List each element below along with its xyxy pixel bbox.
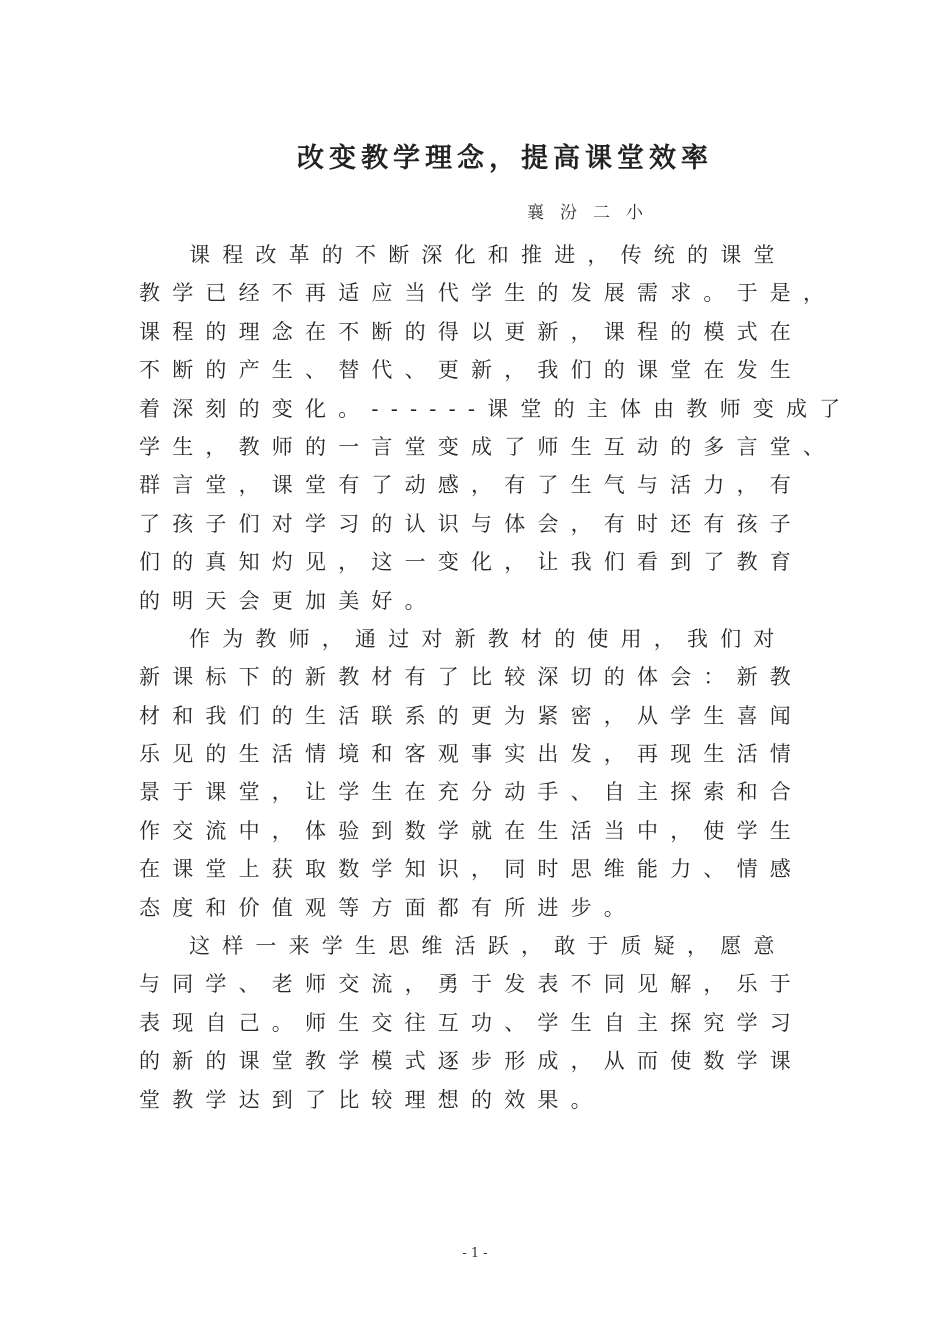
body-line: 们的真知灼见，这一变化，让我们看到了教育 [139, 550, 803, 575]
body-line: 教学已经不再适应当代学生的发展需求。于是， [139, 281, 837, 306]
body-line: 与同学、老师交流，勇于发表不同见解，乐于 [139, 972, 803, 997]
document-body [139, 236, 853, 1119]
body-line: 了孩子们对学习的认识与体会，有时还有孩子 [139, 511, 803, 536]
body-line: 态度和价值观等方面都有所进步。 [139, 895, 637, 920]
page-number: - 1 - [462, 1246, 488, 1261]
body-line: 学生，教师的一言堂变成了师生互动的多言堂、 [139, 434, 837, 459]
body-line: 表现自己。师生交往互功、学生自主探究学习 [139, 1010, 803, 1035]
body-line: 作为教师，通过对新教材的使用，我们对 [189, 626, 787, 651]
body-line: 的明天会更加美好。 [139, 588, 438, 613]
body-line: 堂教学达到了比较理想的效果。 [139, 1087, 604, 1112]
body-line: 新课标下的新教材有了比较深切的体会：新教 [139, 665, 803, 690]
body-line: 这样一来学生思维活跃，敢于质疑，愿意 [189, 934, 787, 959]
body-line: 作交流中，体验到数学就在生活当中，使学生 [139, 818, 803, 843]
body-line: 在课堂上获取数学知识，同时思维能力、情感 [139, 857, 803, 882]
body-line: 课程改革的不断深化和推进，传统的课堂 [189, 243, 787, 267]
body-line: 的新的课堂教学模式逐步形成，从而使数学课 [139, 1049, 803, 1074]
body-line: 着深刻的变化。------课堂的主体由教师变成了 [139, 396, 853, 421]
body-line: 乐见的生活情境和客观事实出发，再现生活情 [139, 742, 803, 767]
body-line: 群言堂，课堂有了动感，有了生气与活力，有 [139, 473, 803, 498]
body-line: 课程的理念在不断的得以更新，课程的模式在 [139, 319, 803, 344]
document-author: 襄汾二小 [527, 203, 659, 223]
body-line: 材和我们的生活联系的更为紧密，从学生喜闻 [139, 703, 803, 728]
body-line: 景于课堂，让学生在充分动手、自主探索和合 [139, 780, 803, 805]
body-line: 不断的产生、替代、更新，我们的课堂在发生 [139, 358, 803, 383]
document-title: 改变教学理念，提高课堂效率 [297, 143, 713, 174]
